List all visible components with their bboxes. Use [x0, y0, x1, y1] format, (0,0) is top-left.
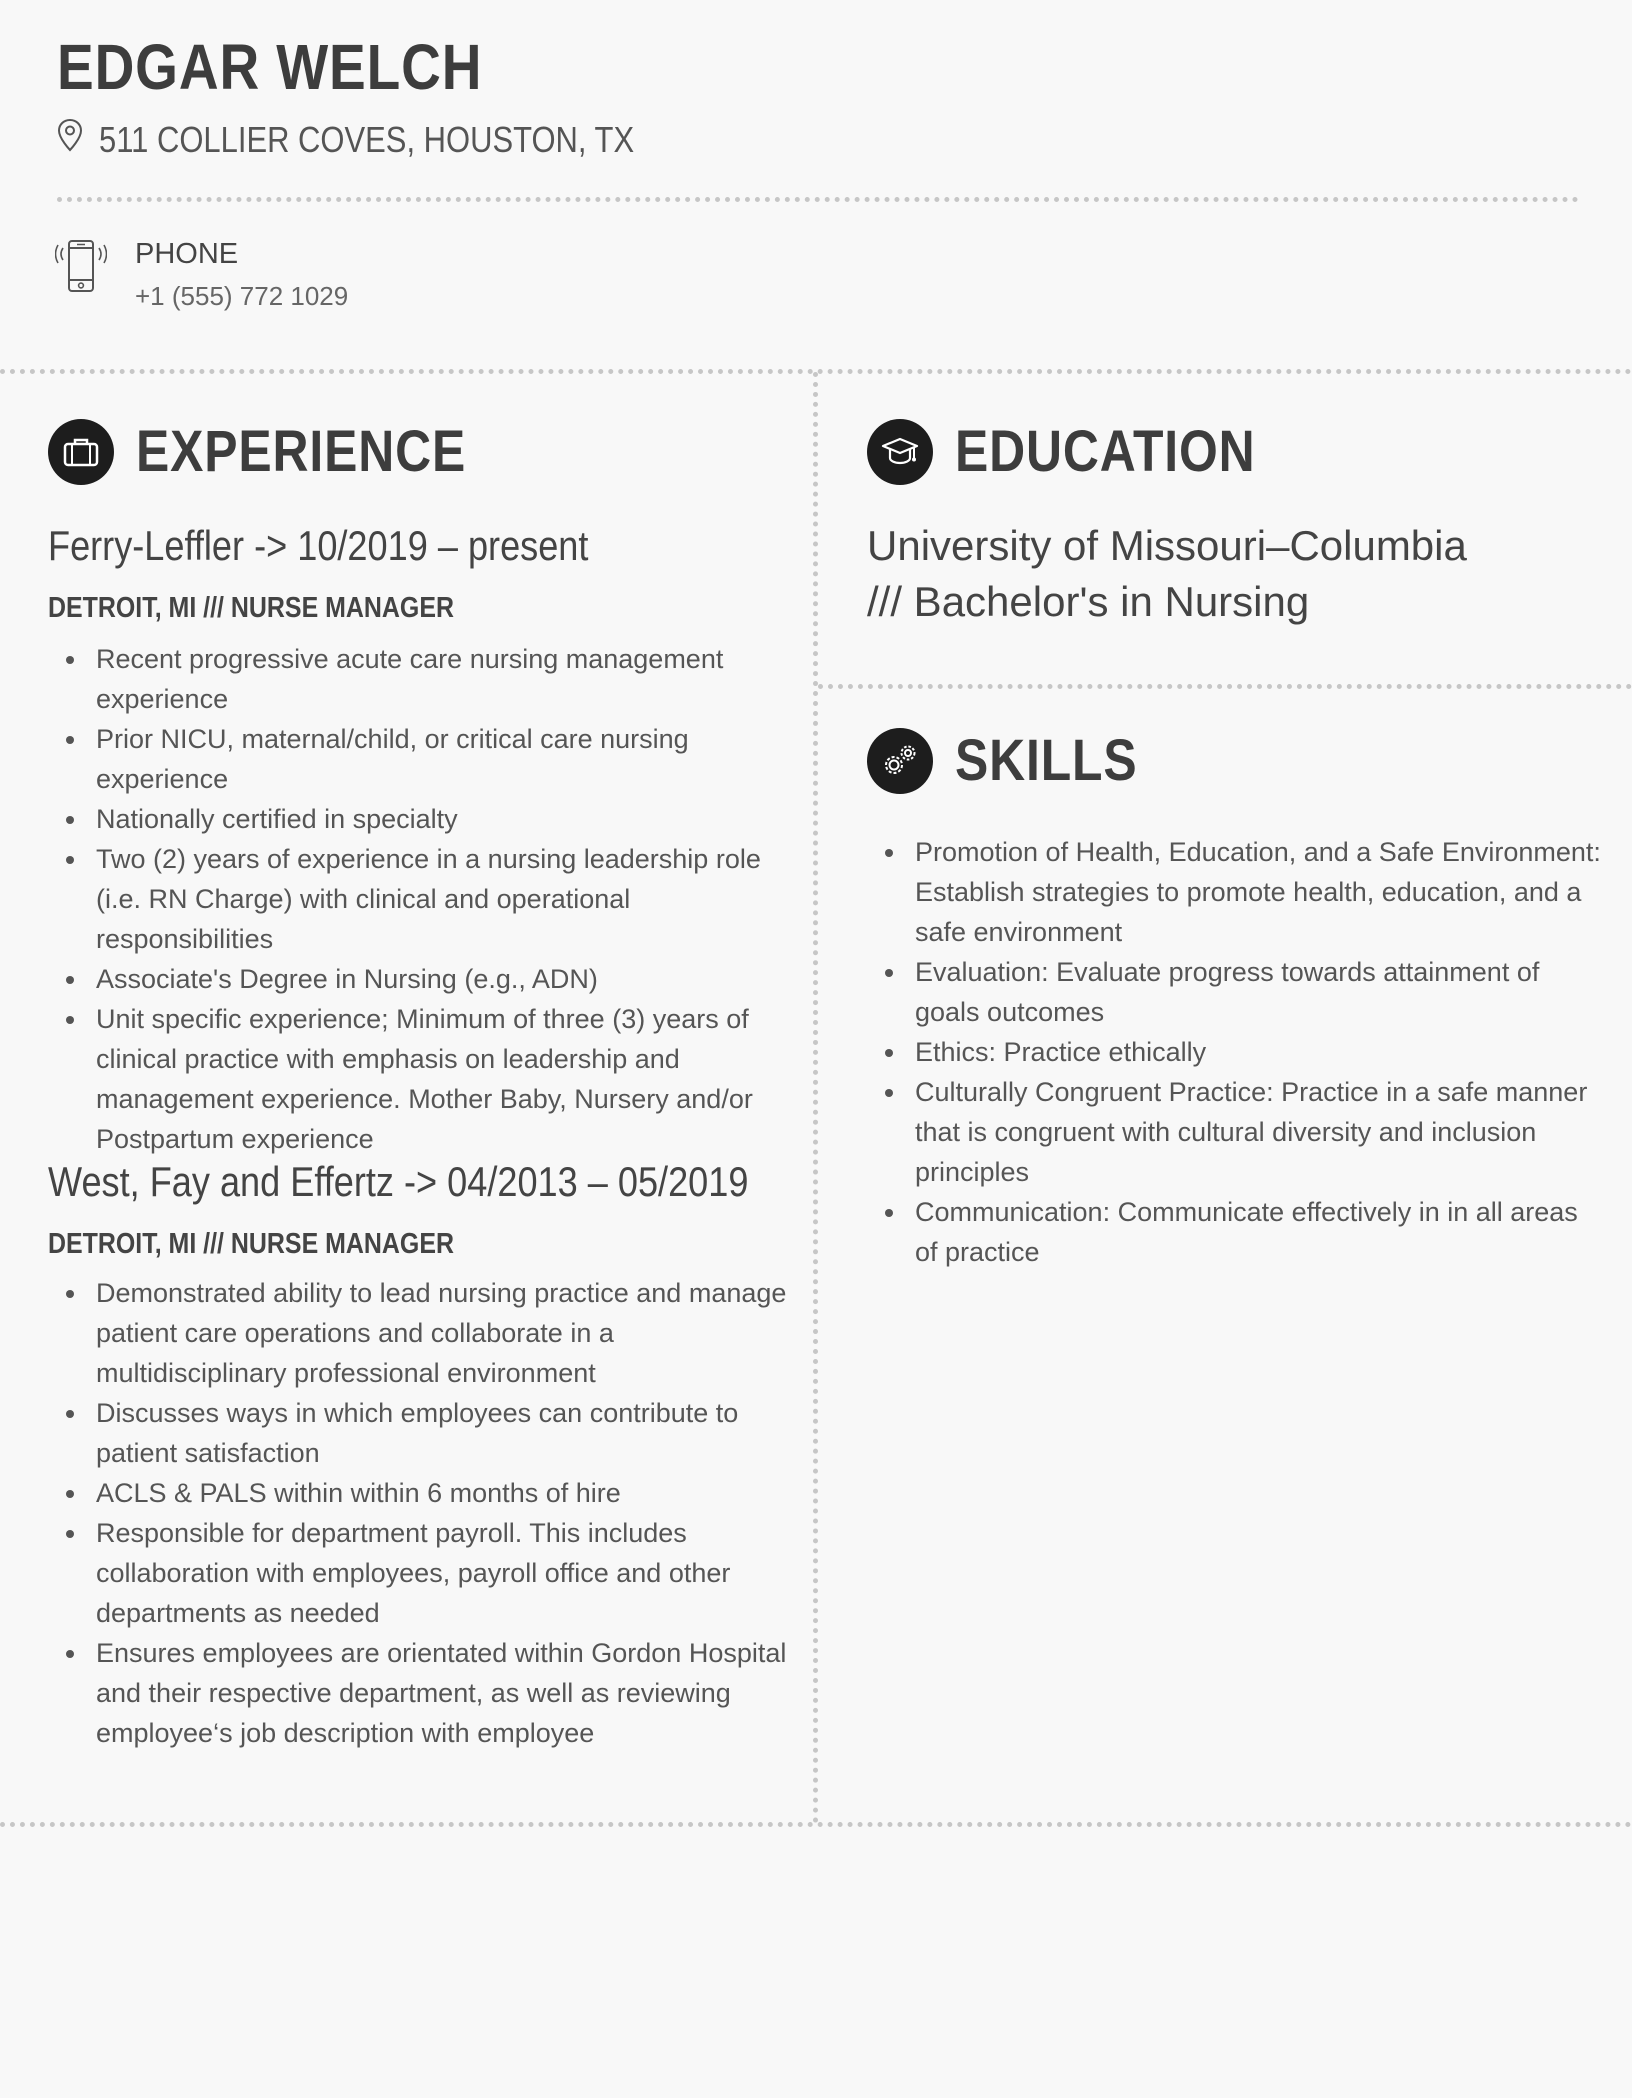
list-item: Promotion of Health, Education, and a Safe Environment: Establish strategies to promote health, education, and a safe environment	[867, 832, 1602, 952]
education-title: EDUCATION	[955, 419, 1256, 484]
education-heading	[867, 418, 1304, 485]
list-item: Responsible for department payroll. This includes collaboration with employees, payroll office and other departments as needed	[48, 1513, 788, 1633]
phone-value: +1 (555) 772 1029	[135, 281, 349, 311]
list-item: Evaluation: Evaluate progress towards attainment of goals outcomes	[867, 952, 1602, 1032]
education-divider	[818, 684, 1632, 689]
list-item: Recent progressive acute care nursing management experience	[48, 639, 788, 719]
experience-heading	[48, 418, 520, 485]
list-item: Discusses ways in which employees can contribute to patient satisfaction	[48, 1393, 788, 1473]
education-entry: University of Missouri–Columbia /// Bachelor's in Nursing	[867, 522, 1467, 625]
list-item: ACLS & PALS within within 6 months of hire	[48, 1473, 788, 1513]
list-item: Nationally certified in specialty	[48, 799, 788, 839]
bottom-divider	[0, 1822, 1632, 1827]
skills-title: SKILLS	[955, 728, 1138, 793]
list-item: Two (2) years of experience in a nursing leadership role (i.e. RN Charge) with clinical and operational responsibilities	[48, 839, 788, 959]
graduation-cap-icon	[867, 419, 933, 485]
job-location-role: DETROIT, MI /// NURSE MANAGER	[48, 592, 454, 624]
list-item: Communication: Communicate effectively in in all areas of practice	[867, 1192, 1602, 1272]
header-divider	[57, 197, 1579, 202]
map-pin-icon	[57, 118, 83, 161]
phone-icon	[55, 238, 107, 312]
address-text: 511 COLLIER COVES, HOUSTON, TX	[99, 118, 635, 160]
column-divider	[813, 372, 818, 1824]
gears-icon	[867, 728, 933, 794]
job-bullets	[48, 639, 788, 1159]
list-item: Culturally Congruent Practice: Practice in a safe manner that is congruent with cultural diversity and inclusion principles	[867, 1072, 1602, 1192]
address	[57, 118, 721, 161]
skills-list	[867, 832, 1602, 1272]
skills-heading	[867, 727, 1167, 794]
job-heading: West, Fay and Effertz -> 04/2013 – 05/2019	[48, 1158, 749, 1205]
experience-title: EXPERIENCE	[136, 419, 467, 484]
list-item: Associate's Degree in Nursing (e.g., ADN)	[48, 959, 788, 999]
list-item: Unit specific experience; Minimum of three (3) years of clinical practice with emphasis on leadership and management experience. Mother Baby, Nursery and/or Postpartum experience	[48, 999, 788, 1159]
contact-phone	[55, 238, 348, 312]
candidate-name: EDGAR WELCH	[57, 31, 483, 103]
list-item: Prior NICU, maternal/child, or critical care nursing experience	[48, 719, 788, 799]
list-item: Demonstrated ability to lead nursing practice and manage patient care operations and collaborate in a multidisciplinary professional environment	[48, 1273, 788, 1393]
list-item: Ethics: Practice ethically	[867, 1032, 1602, 1072]
phone-label: PHONE	[135, 238, 239, 270]
job-location-role: DETROIT, MI /// NURSE MANAGER	[48, 1228, 454, 1260]
job-bullets	[48, 1273, 788, 1753]
list-item: Ensures employees are orientated within Gordon Hospital and their respective department, as well as reviewing employee‘s job description with employee	[48, 1633, 788, 1753]
job-heading: Ferry-Leffler -> 10/2019 – present	[48, 522, 589, 569]
briefcase-icon	[48, 419, 114, 485]
